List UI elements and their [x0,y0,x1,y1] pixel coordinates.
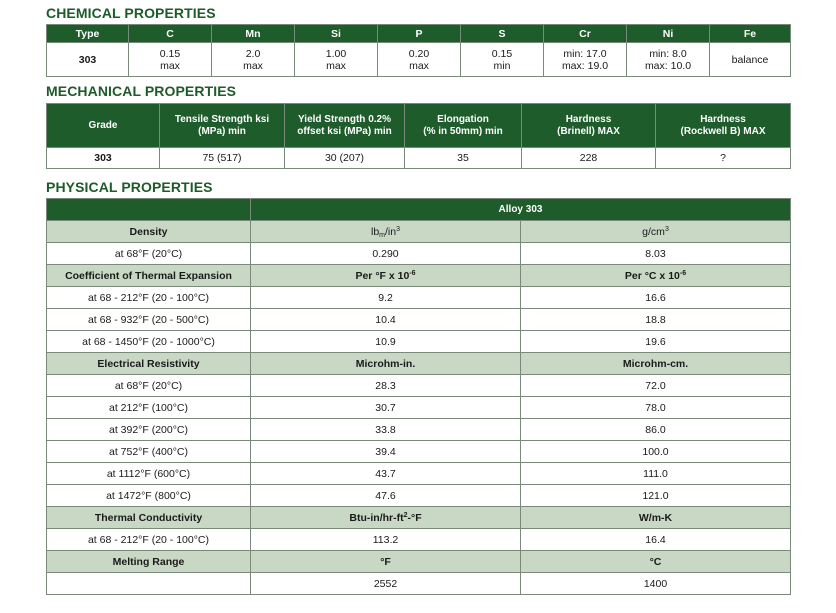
header-cell: P [378,25,461,43]
unit-imperial: $lb_m/in^3$ [251,221,521,243]
table-row [47,397,791,419]
mechanical-properties-table [46,103,791,169]
unit-imperial: Btu-$in/hr-ft^2-^\circ F$ [251,507,521,529]
value-imperial: 33.8 [251,419,521,441]
carbon-cell: 0.15 max [129,43,212,77]
condition-cell: at 392°F (200°C) [47,419,251,441]
sulfur-cell: 0.15 min [461,43,544,77]
table-row [47,485,791,507]
table-header-row [47,25,791,43]
table-row [47,148,791,169]
mechanical-properties-title: MECHANICAL PROPERTIES [46,83,237,99]
condition-cell: at 68 - 212°F (20 - 100°C) [47,287,251,309]
value-imperial: 43.7 [251,463,521,485]
value-metric: 18.8 [521,309,791,331]
value-imperial: 113.2 [251,529,521,551]
condition-cell: at 212°F (100°C) [47,397,251,419]
header-cell: S [461,25,544,43]
unit-metric: °C [521,551,791,573]
table-row [47,331,791,353]
condition-cell: at 68 - 1450°F (20 - 1000°C) [47,331,251,353]
condition-cell: at 68°F (20°C) [47,243,251,265]
header-cell: Yield Strength 0.2% offset ksi (MPa) min [285,104,405,148]
header-cell: Fe [710,25,791,43]
thermal-conductivity-header-row [47,507,791,529]
value-metric: 121.0 [521,485,791,507]
table-row [47,441,791,463]
phosphorus-cell: 0.20 max [378,43,461,77]
unit-imperial: °F [251,551,521,573]
table-row [47,529,791,551]
table-row [47,573,791,595]
header-cell: C [129,25,212,43]
melting-range-header-row [47,551,791,573]
electrical-resistivity-label: Electrical Resistivity [47,353,251,375]
condition-cell: at 68 - 932°F (20 - 500°C) [47,309,251,331]
header-cell: Hardness (Rockwell B) MAX [656,104,791,148]
value-metric: 86.0 [521,419,791,441]
condition-cell: at 1112°F (600°C) [47,463,251,485]
unit-metric: $g/cm^3$ [521,221,791,243]
table-row [47,463,791,485]
header-cell: Grade [47,104,160,148]
value-metric: 16.4 [521,529,791,551]
unit-imperial: Microhm-in. [251,353,521,375]
tensile-strength-cell: 75 (517) [160,148,285,169]
condition-cell [47,573,251,595]
header-cell: Si [295,25,378,43]
type-cell: 303 [47,43,129,77]
value-metric: 72.0 [521,375,791,397]
yield-strength-cell: 30 (207) [285,148,405,169]
rockwell-hardness-cell: ? [656,148,791,169]
chromium-cell: min: 17.0 max: 19.0 [544,43,627,77]
condition-cell: at 1472°F (800°C) [47,485,251,507]
header-cell: Mn [212,25,295,43]
value-imperial: 47.6 [251,485,521,507]
condition-cell: at 68°F (20°C) [47,375,251,397]
unit-metric: Per °C x $10^{-6}$ [521,265,791,287]
unit-metric: W/m-K [521,507,791,529]
thermal-expansion-header-row [47,265,791,287]
value-metric: 8.03 [521,243,791,265]
unit-metric: Microhm-cm. [521,353,791,375]
value-imperial: 10.9 [251,331,521,353]
melting-range-label: Melting Range [47,551,251,573]
value-imperial: 39.4 [251,441,521,463]
nickel-cell: min: 8.0 max: 10.0 [627,43,710,77]
value-metric: 78.0 [521,397,791,419]
physical-properties-title: PHYSICAL PROPERTIES [46,179,213,195]
physical-properties-table [46,198,791,595]
value-imperial: 28.3 [251,375,521,397]
thermal-expansion-label: Coefficient of Thermal Expansion [47,265,251,287]
header-cell: Ni [627,25,710,43]
value-imperial: 2552 [251,573,521,595]
elongation-cell: 35 [405,148,522,169]
density-label: Density [47,221,251,243]
iron-cell: balance [710,43,791,77]
table-row [47,309,791,331]
value-imperial: 0.290 [251,243,521,265]
header-cell-empty [47,199,251,221]
table-header-row [47,104,791,148]
unit-imperial: Per °F x $10^{-6}$ [251,265,521,287]
header-cell: Type [47,25,129,43]
alloy-header: Alloy 303 [251,199,791,221]
table-header-row [47,199,791,221]
value-metric: 111.0 [521,463,791,485]
manganese-cell: 2.0 max [212,43,295,77]
electrical-resistivity-header-row [47,353,791,375]
value-imperial: 9.2 [251,287,521,309]
condition-cell: at 68 - 212°F (20 - 100°C) [47,529,251,551]
density-header-row [47,221,791,243]
header-cell: Elongation (% in 50mm) min [405,104,522,148]
value-metric: 1400 [521,573,791,595]
grade-cell: 303 [47,148,160,169]
table-row [47,375,791,397]
thermal-conductivity-label: Thermal Conductivity [47,507,251,529]
table-row [47,419,791,441]
table-row [47,243,791,265]
table-row [47,43,791,77]
value-imperial: 30.7 [251,397,521,419]
table-row [47,287,791,309]
value-metric: 100.0 [521,441,791,463]
value-imperial: 10.4 [251,309,521,331]
chemical-properties-title: CHEMICAL PROPERTIES [46,5,216,21]
value-metric: 16.6 [521,287,791,309]
brinell-hardness-cell: 228 [522,148,656,169]
header-cell: Hardness (Brinell) MAX [522,104,656,148]
header-cell: Tensile Strength ksi (MPa) min [160,104,285,148]
silicon-cell: 1.00 max [295,43,378,77]
value-metric: 19.6 [521,331,791,353]
header-cell: Cr [544,25,627,43]
chemical-properties-table [46,24,791,77]
condition-cell: at 752°F (400°C) [47,441,251,463]
